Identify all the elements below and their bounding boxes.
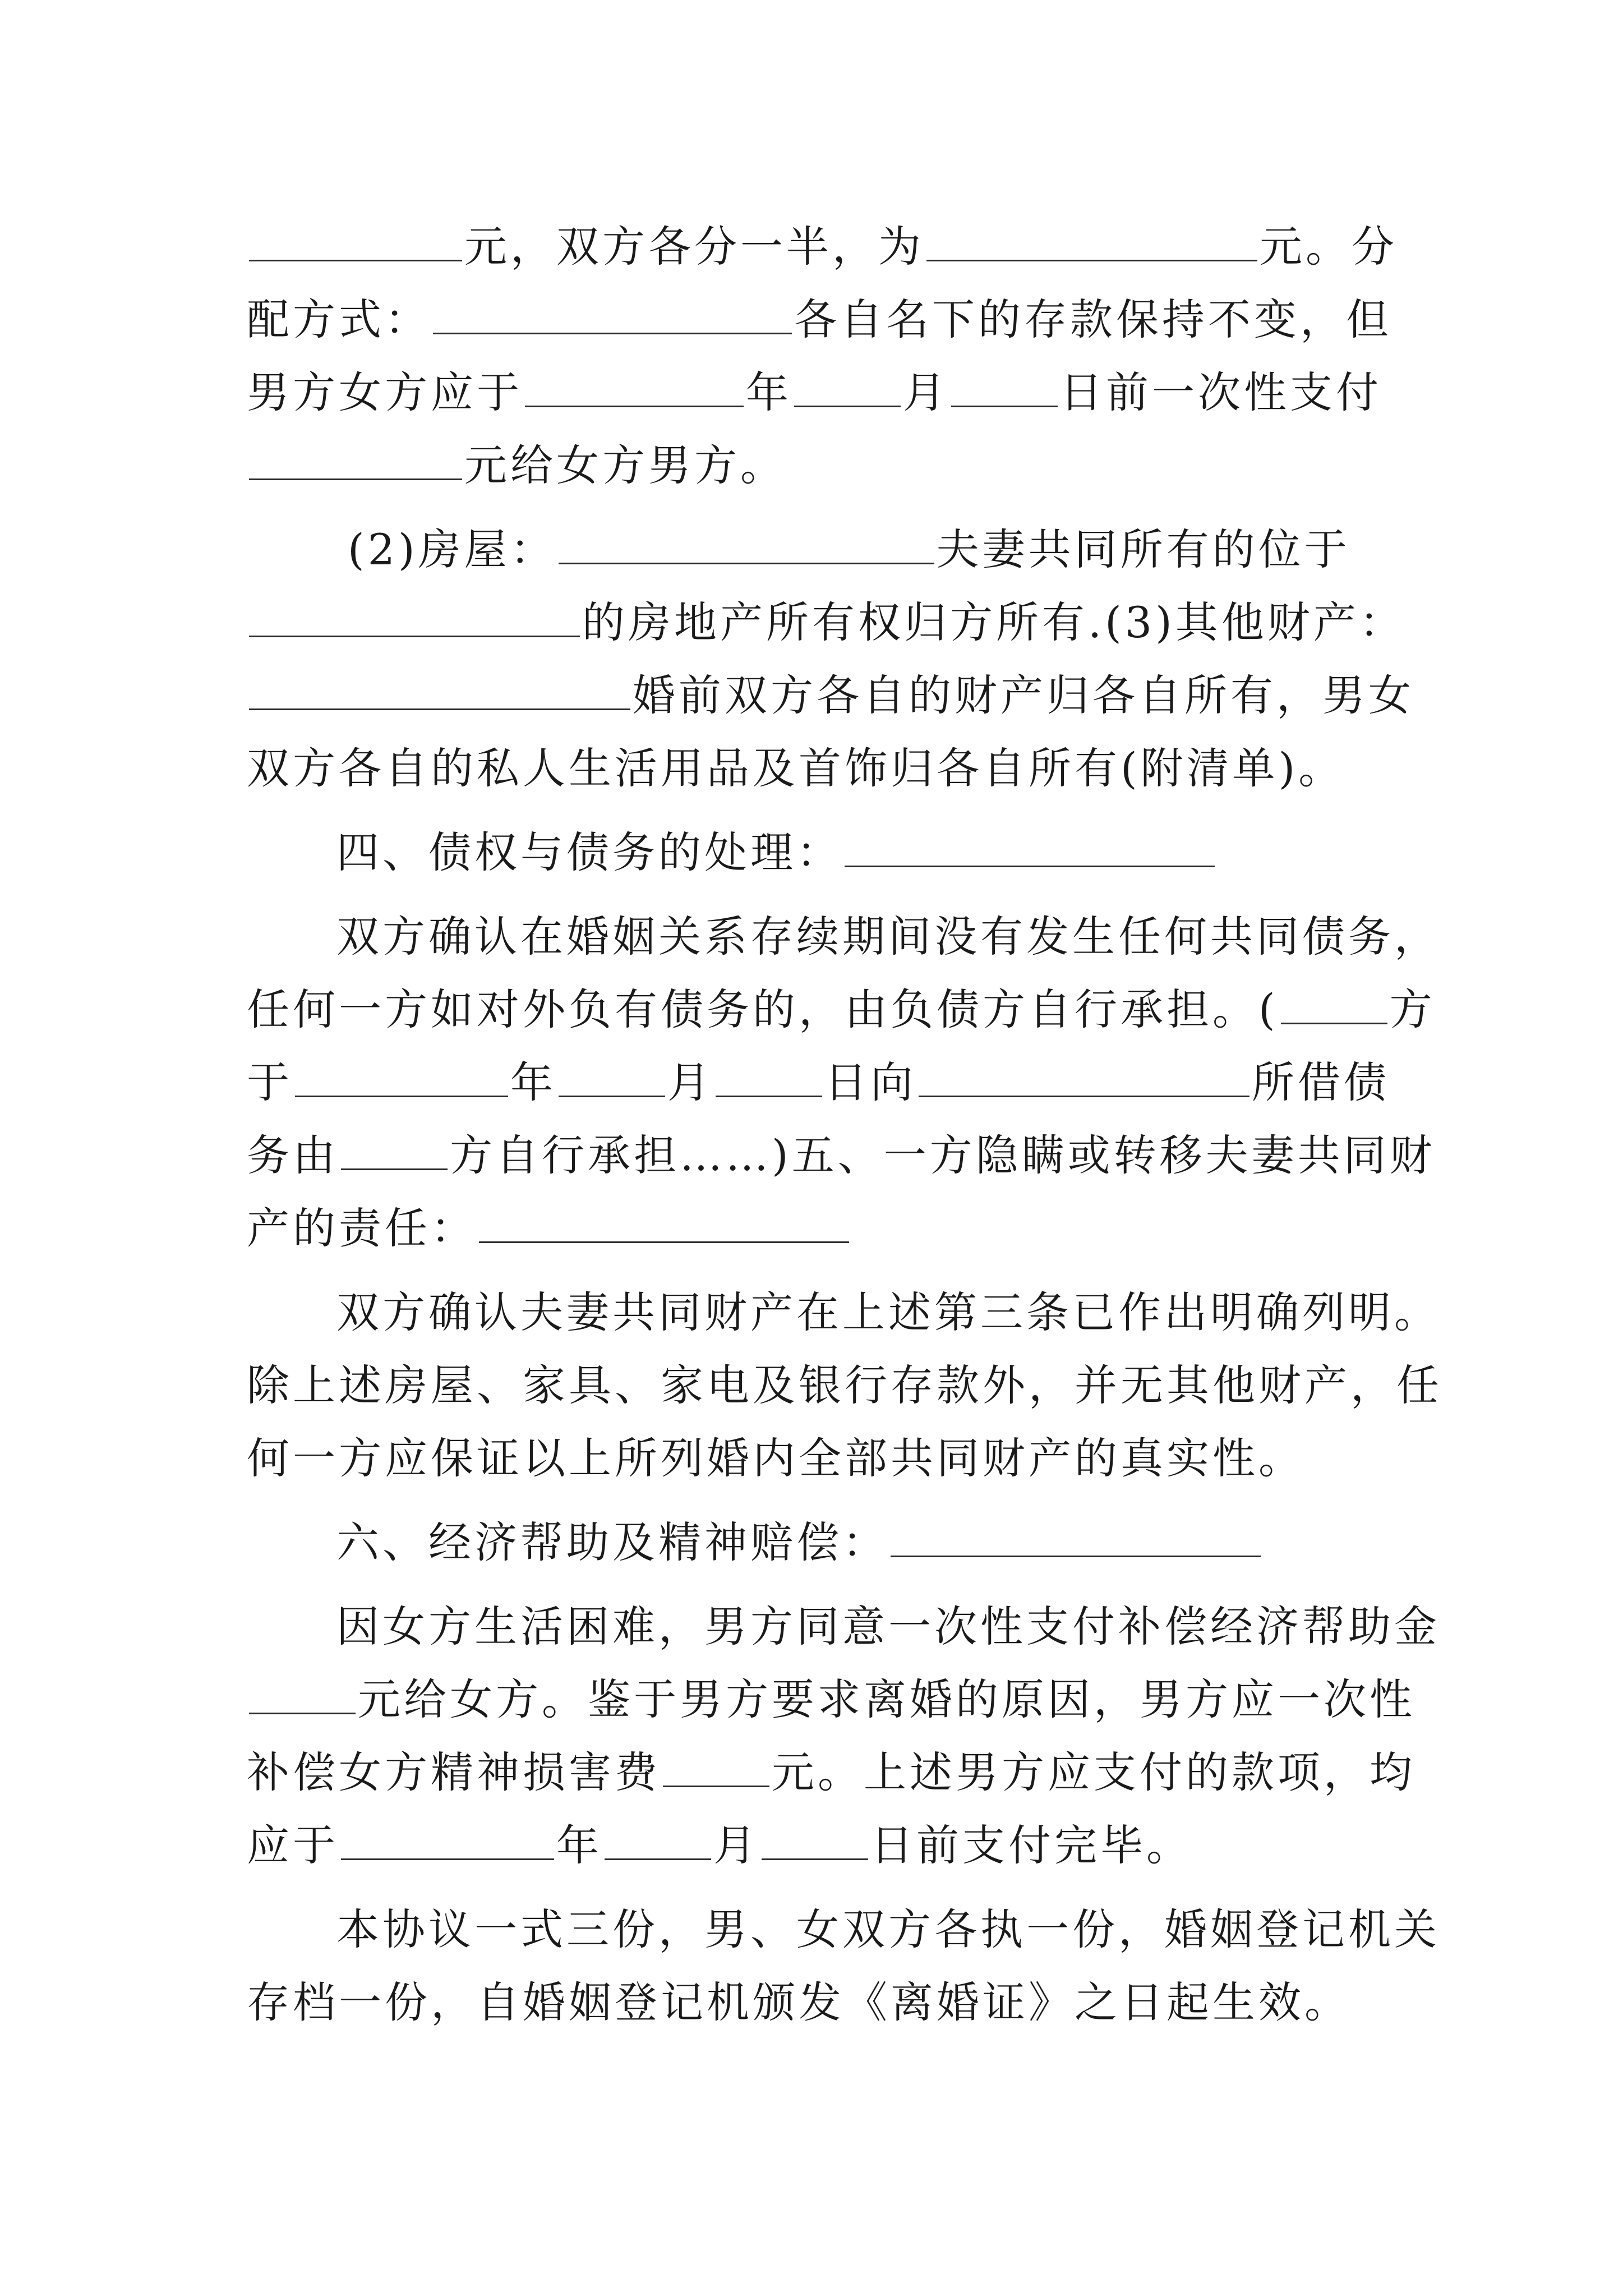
text-segment: 元给女方男方。 <box>464 440 786 490</box>
text-segment: 除上述房屋、家具、家电及银行存款外，并无其他财产，任 <box>247 1360 1442 1410</box>
text-segment: 方 <box>1389 984 1436 1034</box>
text-segment: 六、经济帮助及精神赔偿： <box>336 1517 888 1567</box>
fill-in-blank[interactable] <box>341 1818 554 1860</box>
fill-in-blank[interactable] <box>249 1672 356 1714</box>
fill-in-blank[interactable] <box>762 1818 868 1860</box>
text-segment: 各自名下的存款保持不变，但 <box>794 295 1392 344</box>
fill-in-blank[interactable] <box>926 219 1257 261</box>
text-segment: 元。上述男方应支付的款项，均 <box>772 1747 1415 1797</box>
text-segment: 元给女方。鉴于男方要求离婚的原因，男方应一次性 <box>358 1674 1415 1724</box>
text-segment: 务由 <box>247 1130 339 1180</box>
fill-in-blank[interactable] <box>663 1745 769 1787</box>
text-segment: 应于 <box>247 1820 339 1870</box>
text-segment: 所借债 <box>1252 1057 1390 1107</box>
fill-in-blank[interactable] <box>249 595 580 637</box>
text-line <box>247 1425 1304 1492</box>
fill-in-blank[interactable] <box>341 1128 448 1170</box>
text-segment: 存档一份，自婚姻登记机颁发《离婚证》之日起生效。 <box>247 1977 1350 2027</box>
text-segment: 双方确认夫妻共同财产在上述第三条已作出明确列明。 <box>336 1287 1440 1337</box>
fill-in-blank[interactable] <box>525 365 744 407</box>
fill-in-blank[interactable] <box>605 1818 711 1860</box>
text-line <box>247 589 1405 656</box>
text-segment: 配方式： <box>247 295 431 344</box>
text-segment: 双方确认在婚姻关系存续期间没有发生任何共同债务， <box>336 912 1440 961</box>
fill-in-blank[interactable] <box>951 365 1058 407</box>
text-segment: 日前一次性支付 <box>1060 367 1382 417</box>
text-line <box>247 976 1436 1043</box>
text-line <box>336 819 1217 886</box>
fill-in-blank[interactable] <box>295 1055 508 1097</box>
text-line <box>247 735 1344 802</box>
text-segment: 补偿女方精神损害费 <box>247 1747 661 1797</box>
text-line <box>336 1593 1440 1660</box>
text-line <box>336 903 1440 970</box>
text-line <box>247 1812 1192 1879</box>
text-segment: 年 <box>510 1057 556 1107</box>
text-line <box>247 1352 1442 1419</box>
fill-in-blank[interactable] <box>249 668 630 710</box>
text-segment: 双方各自的私人生活用品及首饰归各自所有(附清单)。 <box>247 743 1345 793</box>
fill-in-blank[interactable] <box>479 1201 849 1243</box>
fill-in-blank[interactable] <box>845 825 1215 867</box>
text-segment: 男方女方应于 <box>247 367 523 417</box>
text-line <box>247 359 1382 426</box>
text-segment: 元。分 <box>1260 222 1398 272</box>
text-line <box>247 1739 1415 1806</box>
fill-in-blank[interactable] <box>559 1055 665 1097</box>
text-segment: 何一方应保证以上所列婚内全部共同财产的真实性。 <box>247 1433 1304 1483</box>
fill-in-blank[interactable] <box>249 219 462 261</box>
fill-in-blank[interactable] <box>919 1055 1249 1097</box>
fill-in-blank[interactable] <box>1281 982 1387 1024</box>
fill-in-blank[interactable] <box>559 522 934 564</box>
text-segment: 月 <box>903 367 949 417</box>
text-segment: 月 <box>667 1057 713 1107</box>
text-segment: 的房地产所有权归方所有.(3)其他财产： <box>582 597 1405 647</box>
text-segment: 四、债权与债务的处理： <box>336 827 842 877</box>
text-segment: 月 <box>713 1820 759 1870</box>
text-line <box>336 1279 1440 1346</box>
fill-in-blank[interactable] <box>433 292 792 334</box>
text-segment: 本协议一式三份，男、女双方各执一份，婚姻登记机关 <box>336 1904 1440 1954</box>
text-line <box>247 1969 1350 2036</box>
fill-in-blank[interactable] <box>249 438 462 480</box>
text-line <box>247 662 1414 729</box>
text-line <box>336 1509 1263 1576</box>
text-segment: 方自行承担……)五、一方隐瞒或转移夫妻共同财 <box>450 1130 1436 1180</box>
text-line <box>247 286 1392 353</box>
text-segment: 婚前双方各自的财产归各自所有，男女 <box>633 670 1414 720</box>
text-line <box>348 516 1350 583</box>
text-segment: 日向 <box>824 1057 916 1107</box>
text-segment: 产的责任： <box>247 1203 477 1253</box>
text-segment: 年 <box>746 367 792 417</box>
text-line <box>336 1896 1440 1963</box>
text-segment: 任何一方如对外负有债务的，由负债方自行承担。( <box>247 984 1279 1034</box>
text-segment: 因女方生活困难，男方同意一次性支付补偿经济帮助金 <box>336 1602 1440 1651</box>
text-line <box>247 213 1398 280</box>
text-line <box>247 1195 851 1262</box>
fill-in-blank[interactable] <box>716 1055 822 1097</box>
text-segment: (2)房屋： <box>348 524 556 574</box>
text-segment: 日前支付完毕。 <box>870 1820 1192 1870</box>
text-line <box>247 1049 1390 1116</box>
fill-in-blank[interactable] <box>891 1515 1261 1557</box>
text-line <box>247 1666 1415 1733</box>
text-segment: 于 <box>247 1057 293 1107</box>
text-line <box>247 432 786 499</box>
text-segment: 夫妻共同所有的位于 <box>936 524 1350 574</box>
text-segment: 元，双方各分一半，为 <box>464 222 924 272</box>
text-line <box>247 1122 1436 1189</box>
fill-in-blank[interactable] <box>794 365 901 407</box>
text-segment: 年 <box>556 1820 602 1870</box>
